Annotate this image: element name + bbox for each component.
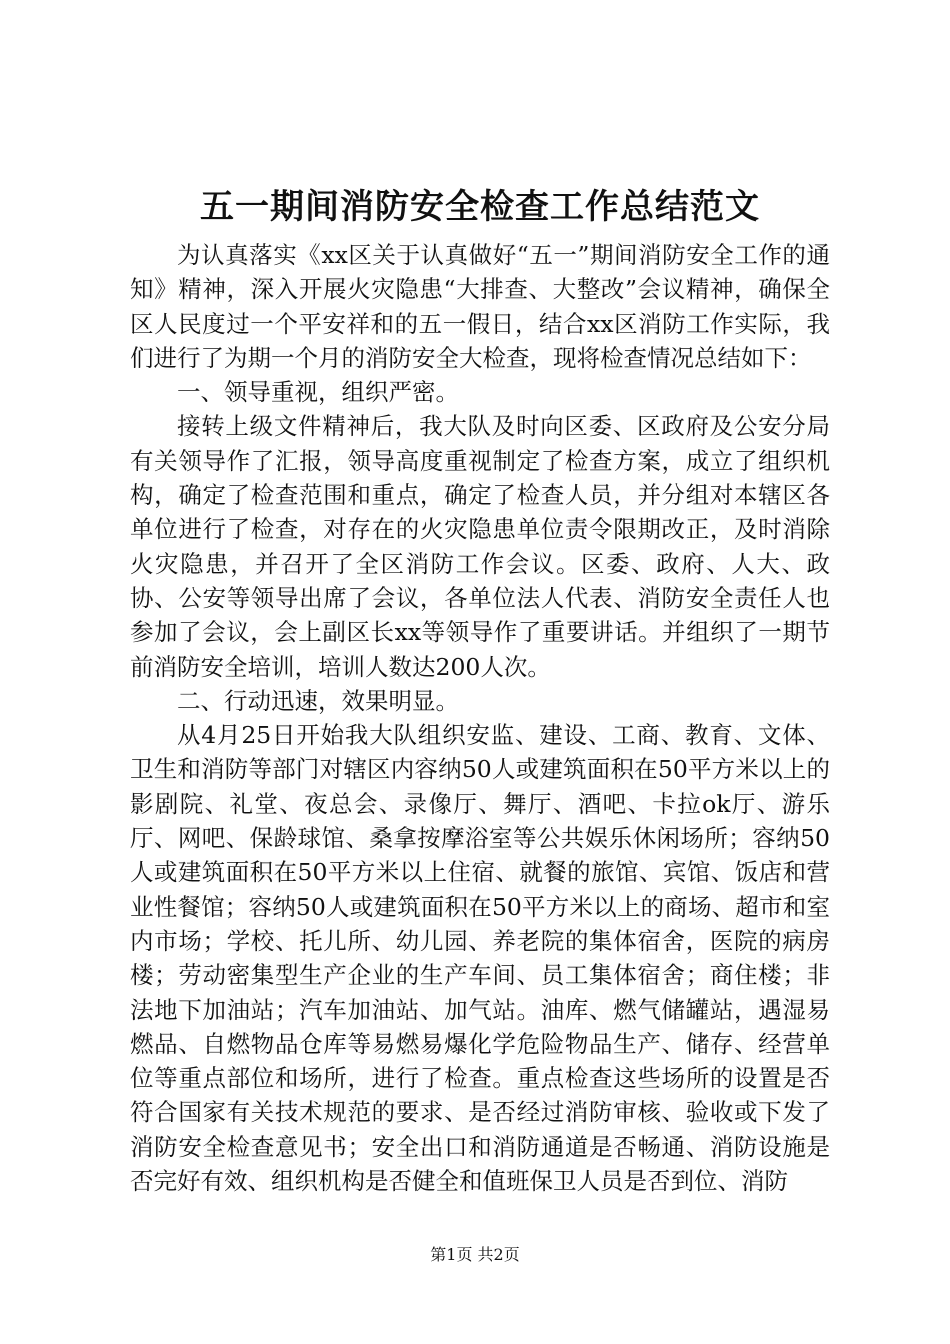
paragraph-section-2: 从4月25日开始我大队组织安监、建设、工商、教育、文体、卫生和消防等部门对辖区内容纳50人或建筑面积在50平方米以上的影剧院、礼堂、夜总会、录像厅、舞厅、酒吧、卡拉ok厅、游乐厅、网吧、保龄球馆、桑拿按摩浴室等公共娱乐休闲场所；容纳50人或建筑面积在50平方米以上住宿、就餐的旅馆、宾馆、饭店和营业性餐馆；容纳50人或建筑面积在50平方米以上的商场、超市和室内市场；学校、托儿所、幼儿园、养老院的集体宿舍，医院的病房楼；劳动密集型生产企业的生产车间、员工集体宿舍；商住楼；非法地下加油站；汽车加油站、加气站。油库、燃气储罐站，遇湿易燃品、自燃物品仓库等易燃易爆化学危险物品生产、储存、经营单位等重点部位和场所，进行了检查。重点检查这些场所的设置是否符合国家有关技术规范的要求、是否经过消防审核、验收或下发了消防安全检查意见书；安全出口和消防通道是否畅通、消防设施是否完好有效、组织机构是否健全和值班保卫人员是否到位、消防	[130, 721, 830, 1196]
paragraph-intro: 为认真落实《xx区关于认真做好“五一”期间消防安全工作的通知》精神，深入开展火灾隐患“大排查、大整改”会议精神，确保全区人民度过一个平安祥和的五一假日，结合xx区消防工作实际，我们进行了为期一个月的消防安全大检查，现将检查情况总结如下：	[130, 241, 830, 372]
page-number-footer: 第1页 共2页	[430, 1245, 520, 1264]
section-heading-2: 二、行动迅速，效果明显。	[177, 686, 459, 715]
document-body	[130, 238, 830, 1198]
paragraph-section-1: 接转上级文件精神后，我大队及时向区委、区政府及公安分局有关领导作了汇报，领导高度重视制定了检查方案，成立了组织机构，确定了检查范围和重点，确定了检查人员，并分组对本辖区各单位进行了检查，对存在的火灾隐患单位责令限期改正，及时消除火灾隐患，并召开了全区消防工作会议。区委、政府、人大、政协、公安等领导出席了会议，各单位法人代表、消防安全责任人也参加了会议，会上副区长xx等领导作了重要讲话。并组织了一期节前消防安全培训，培训人数达200人次。	[130, 412, 830, 681]
document-title: 五一期间消防安全检查工作总结范文	[200, 187, 760, 227]
section-heading-1: 一、领导重视，组织严密。	[177, 378, 459, 407]
